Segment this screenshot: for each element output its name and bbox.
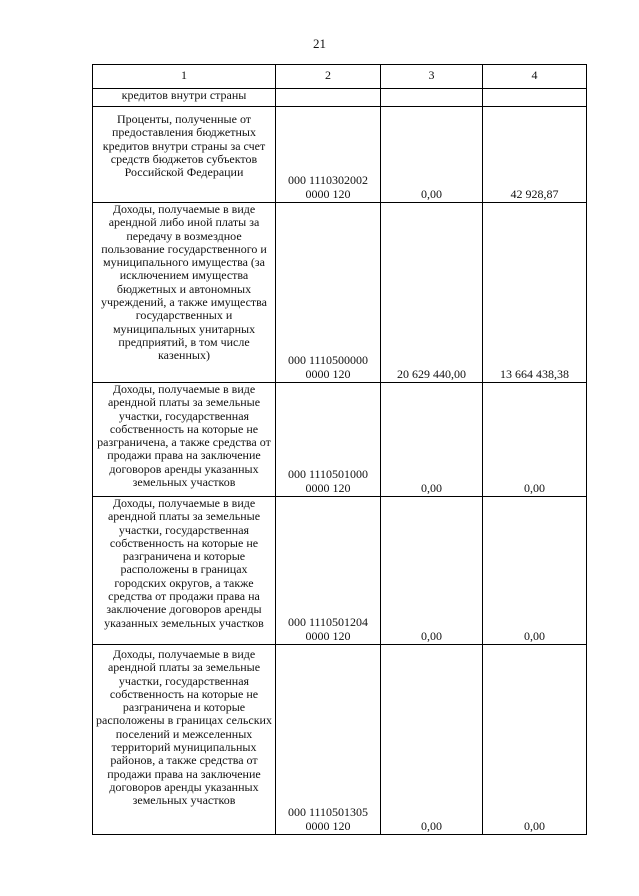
row-value-col3: [381, 89, 483, 107]
header-col-1: 1: [93, 65, 276, 89]
header-col-3: 3: [381, 65, 483, 89]
row-value-col4: 0,00: [483, 383, 587, 497]
row-name: Доходы, получаемые в виде арендной платы за земельные участки, государственная собственность на которые не разграничена, а также средства от продажи права на заключение договоров аренды указанных земельных участков: [93, 383, 276, 497]
row-name: Доходы, получаемые в виде арендной либо иной платы за передачу в возмездное пользование государственного и муниципального имущества (за исключением имущества бюджетных и автономных учреждений, а также имущества государственных и муниципальных унитарных предприятий, в том числе казенных): [93, 203, 276, 383]
row-name: кредитов внутри страны: [93, 89, 276, 107]
row-code: 000 1110501305 0000 120: [276, 645, 381, 835]
row-value-col4: [483, 89, 587, 107]
page-number: 21: [313, 36, 326, 51]
table-row: [93, 645, 587, 835]
row-value-col4: 13 664 438,38: [483, 203, 587, 383]
table-row: [93, 383, 587, 497]
row-name: Доходы, получаемые в виде арендной платы за земельные участки, государственная собственность на которые не разграничена и которые расположены в границах сельских поселений и межселенных территорий муниципальных районов, а также средства от продажи права на заключение договоров аренды указанных земельных участков: [93, 645, 276, 835]
row-value-col4: 0,00: [483, 645, 587, 835]
row-value-col4: 42 928,87: [483, 107, 587, 203]
table-row: [93, 497, 587, 645]
row-value-col3: 0,00: [381, 107, 483, 203]
row-name: Доходы, получаемые в виде арендной платы за земельные участки, государственная собственность на которые не разграничена и которые расположены в границах городских округов, а также средства от продажи права на заключение договоров аренды указанных земельных участков: [93, 497, 276, 645]
row-value-col3: 0,00: [381, 645, 483, 835]
table-header-row: [93, 65, 587, 89]
row-code: 000 1110302002 0000 120: [276, 107, 381, 203]
row-code: 000 1110501000 0000 120: [276, 383, 381, 497]
revenue-table: [92, 64, 587, 835]
row-value-col3: 0,00: [381, 497, 483, 645]
table-row: [93, 107, 587, 203]
row-code: [276, 89, 381, 107]
row-value-col3: 20 629 440,00: [381, 203, 483, 383]
header-col-2: 2: [276, 65, 381, 89]
row-value-col4: 0,00: [483, 497, 587, 645]
row-value-col3: 0,00: [381, 383, 483, 497]
row-code: 000 1110501204 0000 120: [276, 497, 381, 645]
table-row: [93, 89, 587, 107]
row-name: Проценты, полученные от предоставления бюджетных кредитов внутри страны за счет средств бюджетов субъектов Российской Федерации: [93, 107, 276, 203]
table-row: [93, 203, 587, 383]
header-col-4: 4: [483, 65, 587, 89]
row-code: 000 1110500000 0000 120: [276, 203, 381, 383]
